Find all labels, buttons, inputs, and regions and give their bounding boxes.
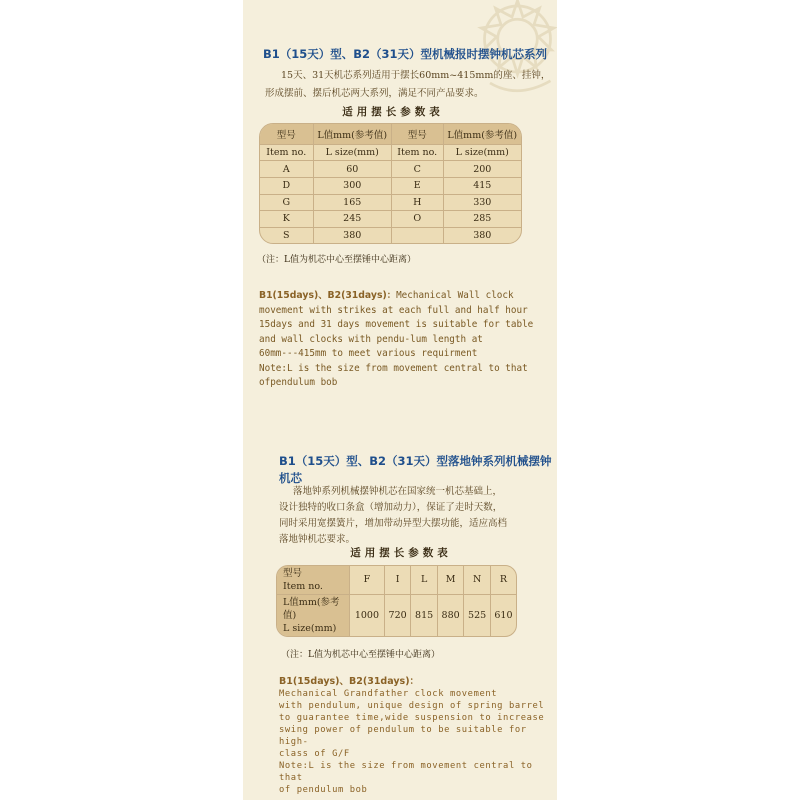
table-cell: H <box>392 195 444 212</box>
table-cell: K <box>260 211 314 228</box>
item-cell: R <box>491 566 516 595</box>
table-cell: A <box>260 161 314 178</box>
model-key: B1(15days)、B2(31days)： <box>279 676 420 687</box>
table-row <box>260 228 521 243</box>
english-line: Note:L is the size from movement central to that <box>259 362 528 374</box>
table-cell: C <box>392 161 444 178</box>
row-label: L值mm(参考值) L size(mm) <box>277 595 350 636</box>
english-line: movement with strikes at each full and half hour <box>259 304 528 316</box>
english-line: class of G/F <box>279 749 350 759</box>
section2-spec-table <box>276 565 517 637</box>
table-cell: O <box>392 211 444 228</box>
value-cell: 1000 <box>350 595 385 636</box>
table-row <box>260 211 521 228</box>
item-cell: I <box>385 566 412 595</box>
row-label: 型号 Item no. <box>277 566 350 595</box>
subheader-cell: L size(mm) <box>314 145 392 162</box>
english-line: with pendulum, unique design of spring barrel <box>279 701 545 711</box>
english-line: swing power of pendulum to be suitable for high- <box>279 725 527 747</box>
value-cell: 815 <box>411 595 438 636</box>
table-header-row <box>260 124 521 145</box>
table-row <box>260 195 521 212</box>
english-line: ofpendulum bob <box>259 377 338 388</box>
table-cell: 245 <box>314 211 392 228</box>
table-cell <box>392 228 444 243</box>
subheader-cell: Item no. <box>260 145 314 162</box>
header-cell: L值mm(参考值) <box>444 124 521 145</box>
english-line: 60mm---415mm to meet various requirment <box>259 348 478 359</box>
section1-note: （注：L值为机芯中心至摆锤中心距离） <box>257 255 416 265</box>
table-cell: 415 <box>444 178 521 195</box>
table-cell: 200 <box>444 161 521 178</box>
table-cell: D <box>260 178 314 195</box>
english-line: and wall clocks with pendu-lum length at <box>259 333 483 345</box>
english-line: B1(15days)、B2(31days)：Mechanical Wall clock <box>259 290 514 301</box>
intro-line: 落地钟系列机械摆钟机芯在国家统一机芯基础上， <box>293 486 503 497</box>
english-line: of pendulum bob <box>279 785 368 795</box>
intro-line: 同时采用宽摆簧片，增加带动异型大摆功能，适应高档 <box>279 518 508 529</box>
table-cell: 380 <box>473 229 492 241</box>
item-cell: F <box>350 566 385 595</box>
value-cell: 525 <box>464 595 491 636</box>
section2-title-line2: 机芯 <box>279 471 302 485</box>
table-subheader-row <box>260 145 521 162</box>
table-cell: 380 <box>314 228 392 243</box>
english-line: to guarantee time,wide suspension to increase <box>279 713 545 723</box>
section1-spec-table <box>259 123 522 244</box>
section2-title-line1: B1（15天）型、B2（31天）型落地钟系列机械摆钟 <box>279 454 552 468</box>
english-line: 15days and 31 days movement is suitable for table <box>259 319 534 330</box>
section2-intro <box>279 484 507 548</box>
table-cell: E <box>392 178 444 195</box>
table-cell: 60 <box>314 161 392 178</box>
value-cell: 720 <box>385 595 412 636</box>
table-cell: 330 <box>444 195 521 212</box>
value-cell: 880 <box>438 595 465 636</box>
header-cell: 型号 <box>392 124 444 145</box>
intro-line: 落地钟机芯要求。 <box>279 534 356 545</box>
section1-intro-line2: 形成摆前、摆后机芯两大系列，满足不同产品要求。 <box>265 88 484 99</box>
item-cell: M <box>438 566 465 595</box>
section2-note: （注：L值为机芯中心至摆锤中心距离） <box>281 650 440 660</box>
table-row <box>260 161 521 178</box>
section1-english-text <box>259 289 549 391</box>
section2-table-caption: 适用摆长参数表 <box>350 547 452 559</box>
header-cell: 型号 <box>260 124 314 145</box>
table-cell: 285 <box>444 211 521 228</box>
table-row <box>277 566 516 595</box>
item-cell: N <box>464 566 491 595</box>
table-cell: 165 <box>314 195 392 212</box>
model-key: B1(15days)、B2(31days)： <box>259 290 397 301</box>
english-line: Mechanical Grandfather clock movement <box>279 689 498 699</box>
section1-title: B1（15天）型、B2（31天）型机械报时摆钟机芯系列 <box>263 47 548 61</box>
table-cell: 300 <box>314 178 392 195</box>
english-line: Note:L is the size from movement central to that <box>279 761 533 783</box>
section1-intro-line1: 15天、31天机芯系列适用于摆长60mm~415mm的座、挂钟， <box>281 70 551 81</box>
section1-table-caption: 适用摆长参数表 <box>342 106 444 118</box>
intro-line: 设计独特的收口条盒（增加动力），保证了走时天数， <box>279 502 503 513</box>
value-cell: 610 <box>494 609 513 621</box>
table-row <box>277 595 516 636</box>
table-row <box>260 178 521 195</box>
subheader-cell: Item no. <box>392 145 444 162</box>
header-cell: L值mm(参考值) <box>314 124 392 145</box>
subheader-cell: L size(mm) <box>444 145 521 162</box>
item-cell: L <box>411 566 438 595</box>
table-cell: S <box>260 228 314 243</box>
section2-english-text <box>279 676 555 796</box>
table-cell: G <box>260 195 314 212</box>
catalog-panel <box>243 0 557 800</box>
